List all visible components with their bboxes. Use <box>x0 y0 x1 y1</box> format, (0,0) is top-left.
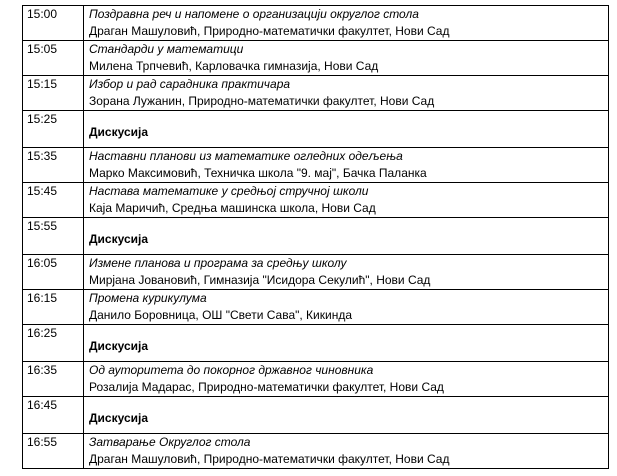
discussion-row <box>23 397 609 434</box>
talk-title: Настава математике у средњој стручној школи <box>89 184 369 198</box>
talk-title: Затварање Округлог стола <box>89 435 251 449</box>
schedule-row <box>23 434 609 469</box>
event-cell <box>84 41 609 76</box>
time-cell: 16:45 <box>23 397 84 434</box>
talk-title: Од ауторитета до покорног државног чиновника <box>89 363 374 377</box>
talk-speaker: Зорана Лужанин, Природно-математички факултет, Нови Сад <box>89 94 435 108</box>
discussion-label: Дискусија <box>89 339 149 353</box>
schedule-row <box>23 148 609 183</box>
talk-speaker: Мирјана Јовановић, Гимназија "Исидора Секулић", Нови Сад <box>89 273 431 287</box>
discussion-row <box>23 325 609 362</box>
talk-speaker: Розалија Мадарас, Природно-математички факултет, Нови Сад <box>89 380 444 394</box>
time-cell: 15:00 <box>23 6 84 41</box>
event-cell <box>84 325 609 362</box>
event-cell <box>84 397 609 434</box>
schedule-row <box>23 6 609 41</box>
time-cell: 15:25 <box>23 111 84 148</box>
talk-title: Промена курикулума <box>89 291 207 305</box>
event-cell <box>84 111 609 148</box>
talk-title: Стандарди у математици <box>89 42 244 56</box>
time-cell: 15:35 <box>23 148 84 183</box>
time-cell: 15:55 <box>23 218 84 255</box>
schedule-row <box>23 362 609 397</box>
event-cell <box>84 183 609 218</box>
event-cell <box>84 434 609 469</box>
discussion-label: Дискусија <box>89 232 149 246</box>
event-cell <box>84 6 609 41</box>
event-cell <box>84 362 609 397</box>
discussion-label: Дискусија <box>89 411 149 425</box>
talk-speaker: Милена Трпчевић, Карловачка гимназија, Нови Сад <box>89 59 379 73</box>
talk-speaker: Драган Машуловић, Природно-математички факултет, Нови Сад <box>89 452 450 466</box>
talk-speaker: Марко Максимовић, Техничка школа "9. мај", Бачка Паланка <box>89 166 427 180</box>
event-cell <box>84 76 609 111</box>
time-cell: 15:05 <box>23 41 84 76</box>
talk-speaker: Драган Машуловић, Природно-математички факултет, Нови Сад <box>89 24 450 38</box>
time-cell: 16:55 <box>23 434 84 469</box>
schedule-row <box>23 76 609 111</box>
event-cell <box>84 255 609 290</box>
event-cell <box>84 148 609 183</box>
time-cell: 16:15 <box>23 290 84 325</box>
schedule-table <box>22 5 609 469</box>
talk-speaker: Каја Маричић, Средња машинска школа, Нови Сад <box>89 201 376 215</box>
time-cell: 15:15 <box>23 76 84 111</box>
talk-title: Наставни планови из математике огледних одељења <box>89 149 403 163</box>
schedule-row <box>23 290 609 325</box>
discussion-row <box>23 111 609 148</box>
schedule-row <box>23 183 609 218</box>
event-cell <box>84 218 609 255</box>
time-cell: 16:35 <box>23 362 84 397</box>
time-cell: 16:25 <box>23 325 84 362</box>
time-cell: 16:05 <box>23 255 84 290</box>
discussion-row <box>23 218 609 255</box>
schedule-row <box>23 41 609 76</box>
schedule-row <box>23 255 609 290</box>
talk-title: Избор и рад сарадника практичара <box>89 77 291 91</box>
talk-title: Измене планова и програма за средњу школу <box>89 256 347 270</box>
talk-speaker: Данило Боровница, ОШ "Свети Сава", Кикинда <box>89 308 352 322</box>
discussion-label: Дискусија <box>89 125 149 139</box>
event-cell <box>84 290 609 325</box>
talk-title: Поздравна реч и напомене о организацији округлог стола <box>89 7 419 21</box>
time-cell: 15:45 <box>23 183 84 218</box>
